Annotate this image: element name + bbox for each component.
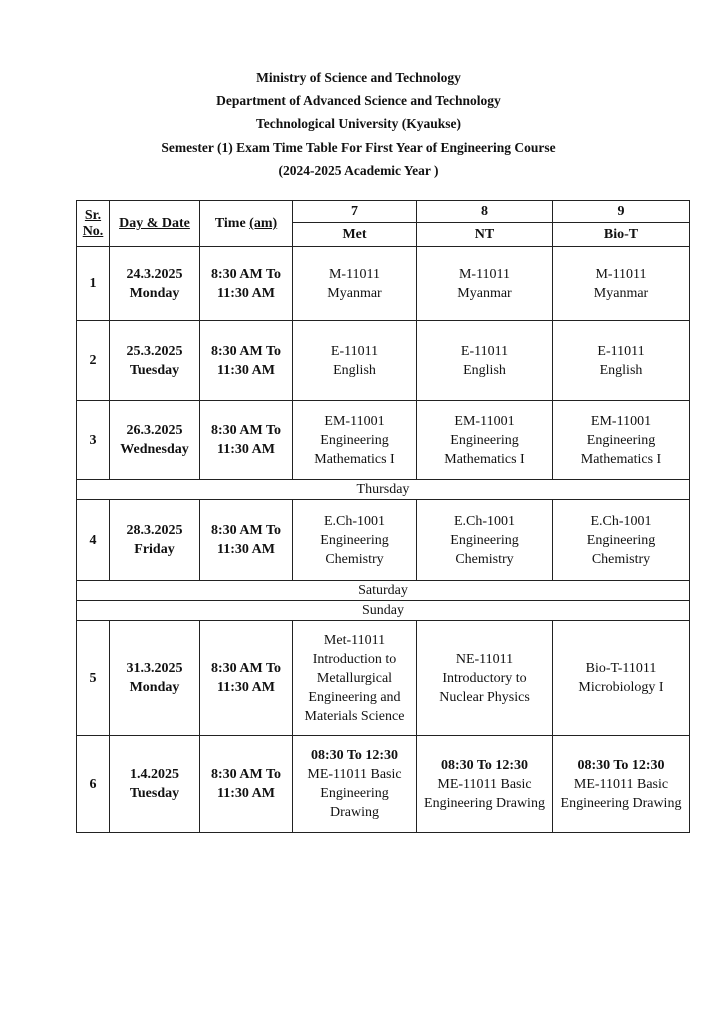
holiday-label: Thursday bbox=[77, 480, 690, 500]
time-cell bbox=[200, 736, 293, 833]
subject-code: EM-11001 bbox=[454, 413, 515, 429]
major-nt-header: NT bbox=[417, 223, 553, 247]
date: 25.3.2025 bbox=[126, 343, 183, 359]
subject-name: Engineering bbox=[320, 532, 389, 548]
time-label: Time bbox=[214, 216, 250, 231]
sr-cell: 2 bbox=[77, 321, 110, 401]
subject-name: Introduction to bbox=[312, 651, 397, 667]
header-row-groups bbox=[77, 201, 690, 223]
subject-cell-nt bbox=[417, 401, 553, 480]
subject-name: Engineering bbox=[450, 532, 519, 548]
subject-code: ME-11011 Basic bbox=[437, 776, 532, 792]
subject-cell-biot bbox=[553, 247, 690, 321]
time-cell bbox=[200, 621, 293, 736]
subject-cell-nt bbox=[417, 736, 553, 833]
subject-cell-met bbox=[293, 247, 417, 321]
subject-code: EM-11001 bbox=[590, 413, 652, 429]
subject-cell-met bbox=[293, 736, 417, 833]
date-cell bbox=[110, 736, 200, 833]
subject-code: NE-11011 bbox=[455, 651, 514, 667]
exam-time: 08:30 To 12:30 bbox=[440, 757, 529, 773]
subject-code: M-11011 bbox=[595, 266, 647, 282]
time-start: 8:30 AM To bbox=[210, 661, 281, 676]
subject-code: Met-11011 bbox=[323, 632, 386, 648]
subject-name: Chemistry bbox=[455, 551, 514, 567]
subject-name: Myanmar bbox=[593, 285, 649, 301]
subject-cell-nt bbox=[417, 247, 553, 321]
table-row bbox=[77, 736, 690, 833]
sr-cell: 6 bbox=[77, 736, 110, 833]
subject-name: English bbox=[333, 362, 376, 378]
subject-code: M-11011 bbox=[328, 266, 381, 282]
subject-code: E.Ch-1001 bbox=[590, 513, 652, 529]
time-end: 11:30 AM bbox=[217, 680, 275, 695]
department-title: Department of Advanced Science and Technology bbox=[216, 93, 501, 109]
academic-year: (2024-2025 Academic Year ) bbox=[278, 162, 439, 178]
exam-time: 08:30 To 12:30 bbox=[577, 757, 665, 773]
weekday: Friday bbox=[134, 542, 175, 557]
holiday-label: Sunday bbox=[77, 601, 690, 621]
subject-name: Myanmar bbox=[457, 285, 512, 301]
sr-cell: 1 bbox=[77, 247, 110, 321]
sr-cell: 4 bbox=[77, 500, 110, 581]
group-9-header: 9 bbox=[553, 201, 690, 223]
time-end: 11:30 AM bbox=[217, 442, 275, 457]
subject-cell-met bbox=[293, 500, 417, 581]
sr-label: Sr. bbox=[84, 207, 102, 223]
subject-name: Engineering Drawing bbox=[560, 795, 682, 811]
subject-code: E-11011 bbox=[597, 343, 645, 359]
subject-code: Bio-T-11011 bbox=[585, 661, 657, 676]
subject-name: Drawing bbox=[330, 805, 379, 820]
subject-cell-biot bbox=[553, 500, 690, 581]
holiday-row-thursday bbox=[77, 480, 690, 500]
date-cell bbox=[110, 401, 200, 480]
major-met-header: Met bbox=[293, 223, 417, 247]
sr-cell: 5 bbox=[77, 621, 110, 736]
subject-name: English bbox=[463, 362, 506, 378]
holiday-row-sunday bbox=[77, 601, 690, 621]
weekday: Tuesday bbox=[129, 786, 180, 801]
table-row bbox=[77, 401, 690, 480]
time-start: 8:30 AM To bbox=[210, 343, 281, 359]
weekday: Tuesday bbox=[129, 362, 180, 378]
subject-cell-nt bbox=[417, 321, 553, 401]
subject-cell-biot bbox=[553, 736, 690, 833]
subject-cell-biot bbox=[553, 621, 690, 736]
ministry-title: Ministry of Science and Technology bbox=[256, 70, 461, 85]
subject-name: Introductory to bbox=[442, 670, 527, 686]
subject-code: ME-11011 Basic bbox=[307, 767, 402, 782]
time-end: 11:30 AM bbox=[217, 285, 275, 301]
holiday-row-saturday bbox=[77, 581, 690, 601]
subject-cell-biot bbox=[553, 321, 690, 401]
time-header bbox=[200, 201, 293, 247]
subject-code: ME-11011 Basic bbox=[573, 776, 669, 792]
exam-time: 08:30 To 12:30 bbox=[310, 748, 399, 763]
time-cell bbox=[200, 247, 293, 321]
subject-cell-biot bbox=[553, 401, 690, 480]
table-row bbox=[77, 621, 690, 736]
weekday: Monday bbox=[129, 680, 180, 695]
subject-name: Engineering and bbox=[308, 689, 401, 705]
time-start: 8:30 AM To bbox=[210, 523, 281, 538]
subject-name: Nuclear Physics bbox=[439, 689, 530, 705]
weekday: Monday bbox=[129, 285, 180, 301]
subject-cell-met bbox=[293, 401, 417, 480]
subject-cell-met bbox=[293, 621, 417, 736]
subject-name: Myanmar bbox=[327, 285, 382, 301]
subject-name: Materials Science bbox=[304, 708, 405, 724]
subject-name: Engineering bbox=[450, 432, 519, 448]
group-7-header: 7 bbox=[293, 201, 417, 223]
date: 26.3.2025 bbox=[126, 423, 183, 438]
subject-cell-nt bbox=[417, 500, 553, 581]
subject-name: Engineering bbox=[320, 786, 389, 801]
subject-name: Mathematics I bbox=[314, 451, 395, 467]
subject-cell-met bbox=[293, 321, 417, 401]
time-end: 11:30 AM bbox=[217, 786, 275, 801]
subject-name: Engineering bbox=[320, 432, 389, 448]
date: 1.4.2025 bbox=[130, 767, 179, 782]
exam-title: Semester (1) Exam Time Table For First Year of Engineering Course bbox=[161, 139, 556, 155]
time-unit: (am) bbox=[249, 216, 278, 231]
time-cell bbox=[200, 321, 293, 401]
date: 31.3.2025 bbox=[126, 661, 183, 676]
no-label: No. bbox=[82, 223, 104, 239]
time-end: 11:30 AM bbox=[217, 362, 275, 378]
subject-name: Mathematics I bbox=[580, 451, 662, 467]
major-biot-header: Bio-T bbox=[553, 223, 690, 247]
sr-cell: 3 bbox=[77, 401, 110, 480]
date-cell bbox=[110, 500, 200, 581]
table-row bbox=[77, 247, 690, 321]
subject-cell-nt bbox=[417, 621, 553, 736]
subject-code: E-11011 bbox=[460, 343, 509, 359]
subject-name: Engineering Drawing bbox=[424, 795, 545, 811]
date-cell bbox=[110, 247, 200, 321]
date-cell bbox=[110, 321, 200, 401]
subject-name: Mathematics I bbox=[444, 451, 525, 467]
group-8-header: 8 bbox=[417, 201, 553, 223]
weekday: Wednesday bbox=[120, 442, 189, 457]
subject-code: E-11011 bbox=[330, 343, 379, 359]
subject-name: Chemistry bbox=[325, 551, 384, 567]
time-cell bbox=[200, 500, 293, 581]
time-cell bbox=[200, 401, 293, 480]
exam-timetable bbox=[76, 200, 690, 833]
date: 24.3.2025 bbox=[126, 266, 183, 282]
time-start: 8:30 AM To bbox=[210, 767, 281, 782]
subject-code: E.Ch-1001 bbox=[323, 513, 386, 529]
table-row bbox=[77, 321, 690, 401]
sr-no-header bbox=[77, 201, 110, 247]
subject-name: Engineering bbox=[586, 432, 656, 448]
date: 28.3.2025 bbox=[126, 523, 183, 538]
subject-name: Microbiology I bbox=[578, 680, 664, 695]
document-header bbox=[0, 66, 717, 182]
date-cell bbox=[110, 621, 200, 736]
table-row bbox=[77, 500, 690, 581]
day-date-header: Day & Date bbox=[110, 201, 200, 247]
subject-name: Engineering bbox=[586, 532, 656, 548]
time-end: 11:30 AM bbox=[217, 542, 275, 557]
subject-name: Chemistry bbox=[591, 551, 651, 567]
time-start: 8:30 AM To bbox=[210, 266, 281, 282]
holiday-label: Saturday bbox=[77, 581, 690, 601]
subject-code: E.Ch-1001 bbox=[453, 513, 516, 529]
subject-code: M-11011 bbox=[458, 266, 511, 282]
subject-name: Metallurgical bbox=[316, 670, 393, 686]
subject-code: EM-11001 bbox=[324, 413, 385, 429]
university-title: Technological University (Kyaukse) bbox=[255, 116, 461, 132]
time-start: 8:30 AM To bbox=[210, 423, 281, 438]
subject-name: English bbox=[599, 362, 643, 378]
